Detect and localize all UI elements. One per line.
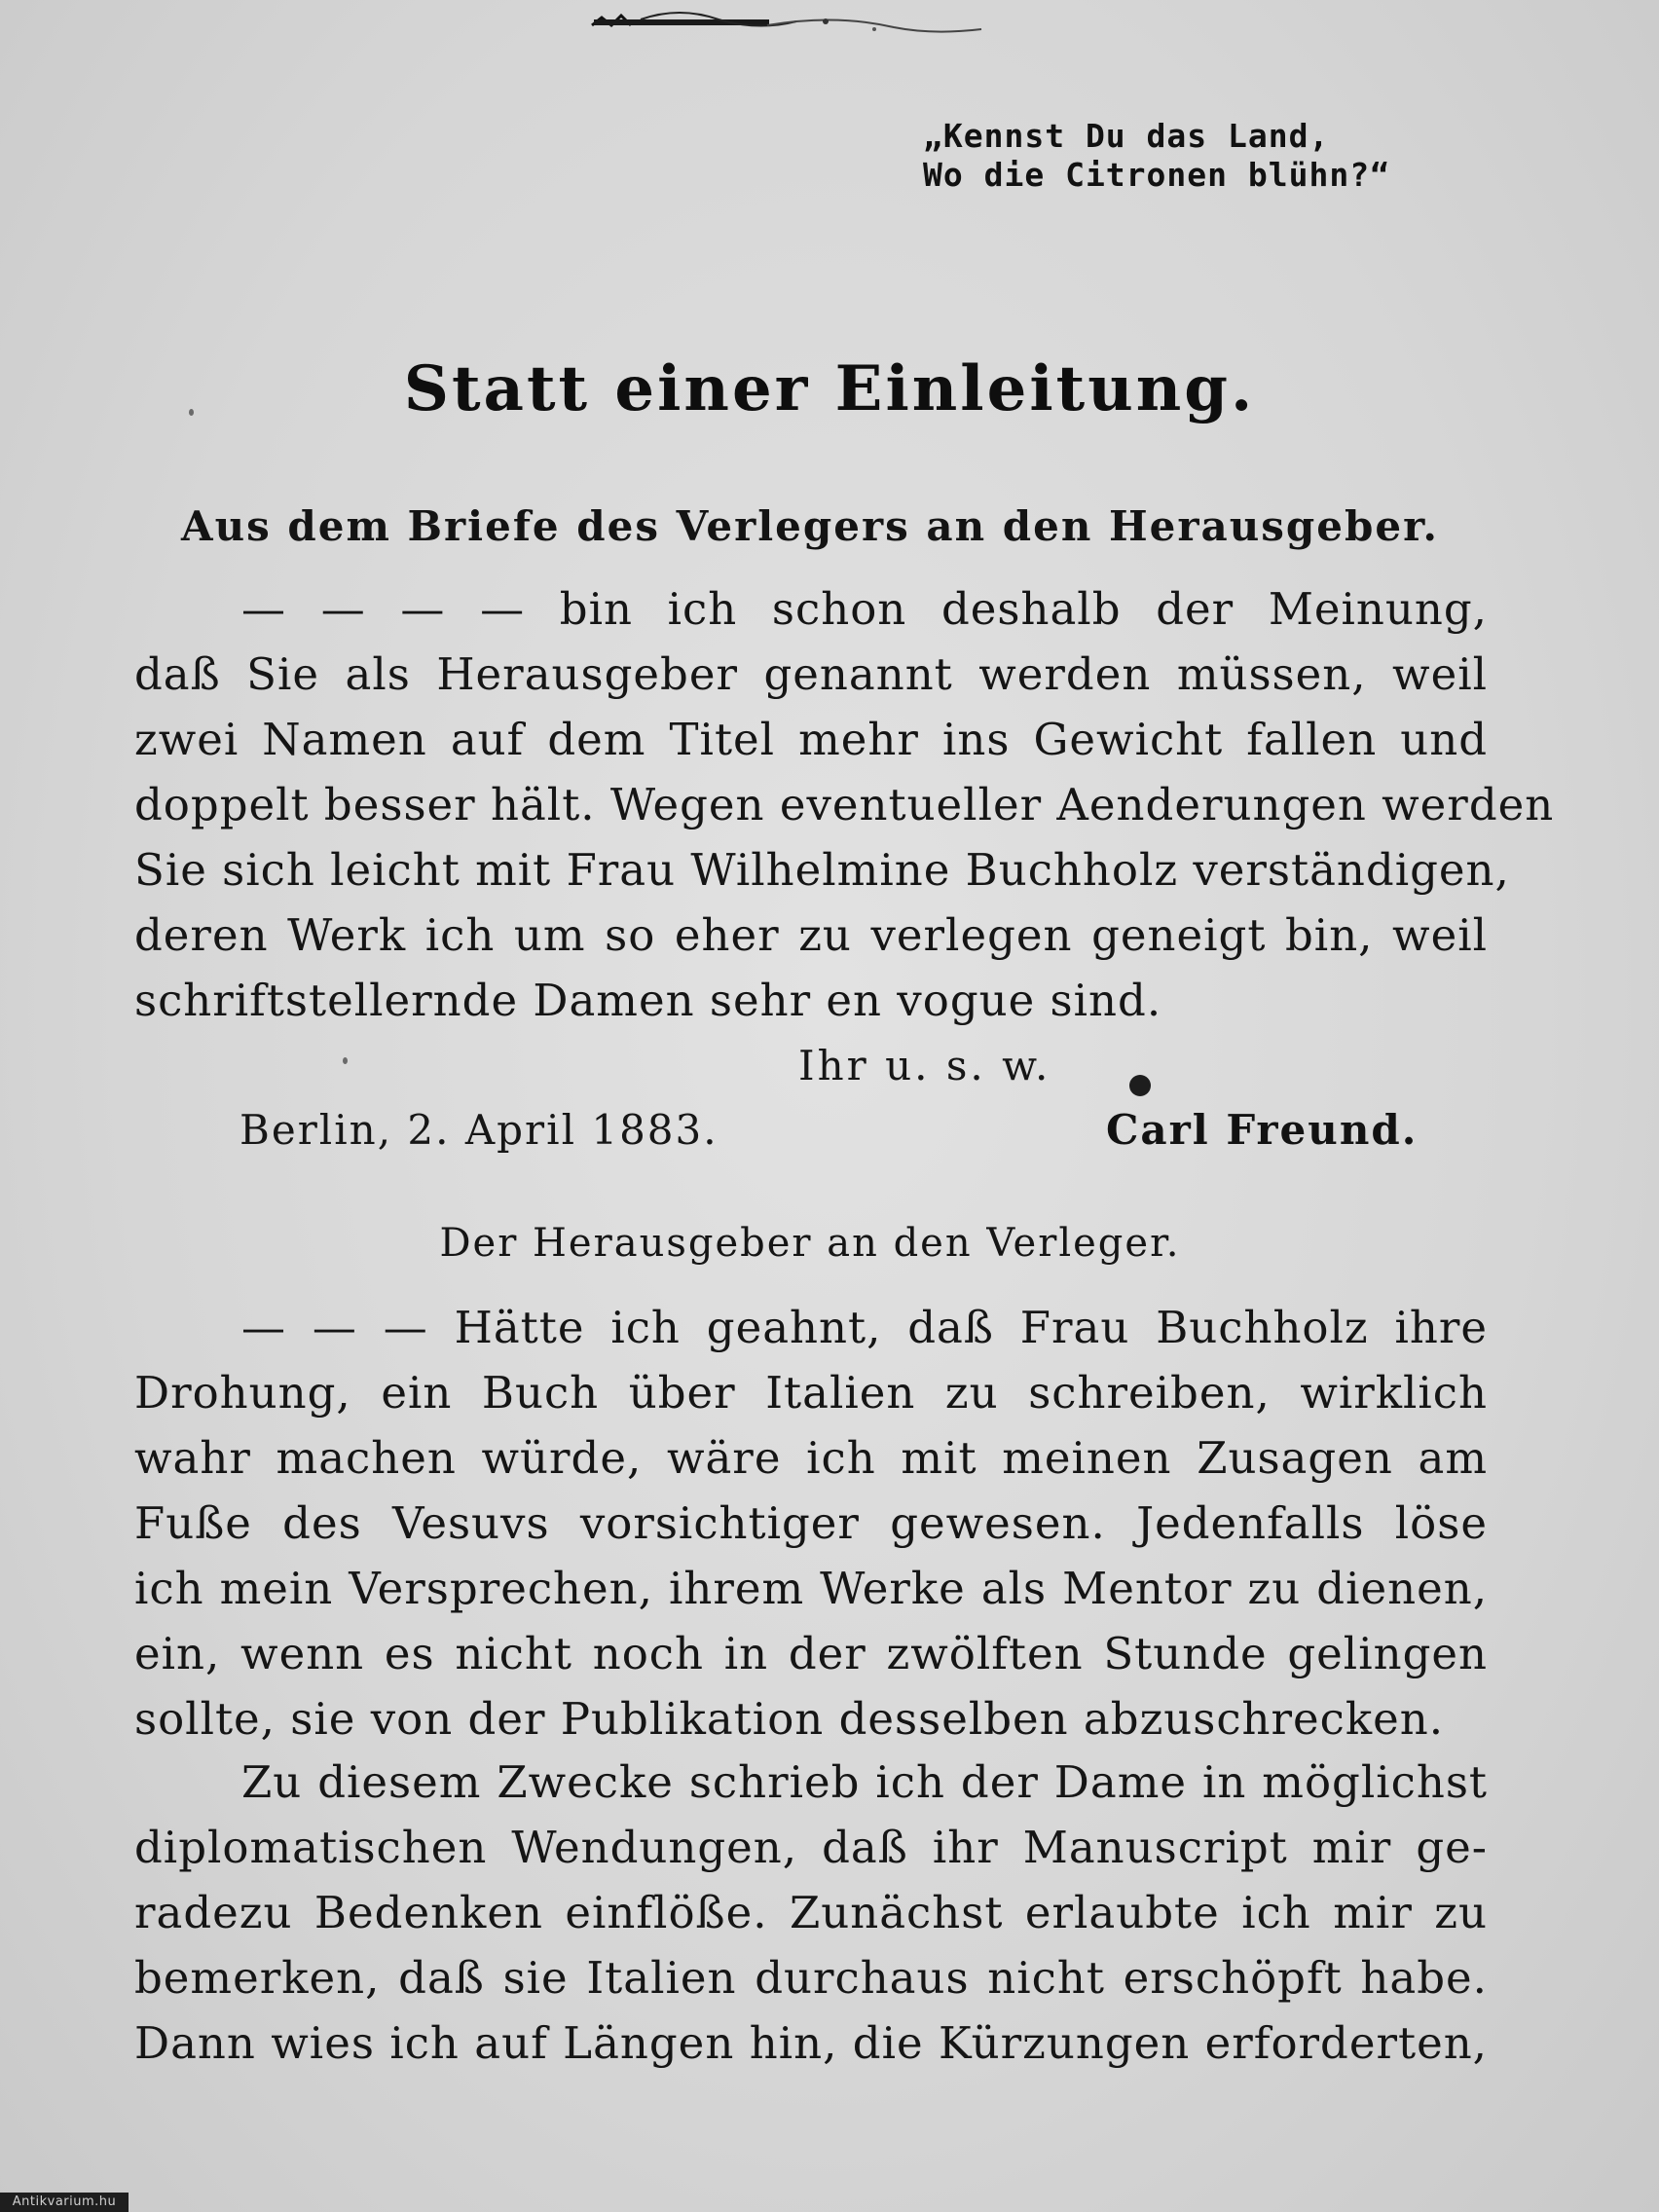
letter-signature: Carl Freund. [1106, 1106, 1419, 1154]
epigraph-line: „Kennst Du das Land, [923, 117, 1330, 155]
epigraph-line: Wo die Citronen blühn?“ [923, 156, 1390, 194]
text-line: diplomatischen Wendungen, daß ihr Manuscript mir ge- [134, 1822, 1488, 1873]
letter-closing: Ihr u. s. w. [798, 1042, 1051, 1089]
text-line: ein, wenn es nicht noch in der zwölften Stunde gelingen [134, 1628, 1488, 1679]
epigraph-quote [923, 117, 1468, 195]
text-line: daß Sie als Herausgeber genannt werden müssen, weil [134, 648, 1488, 700]
text-line: — — — Hätte ich geahnt, daß Frau Buchholz ihre [241, 1302, 1488, 1353]
text-line: Dann wies ich auf Längen hin, die Kürzungen erforderten, [134, 2017, 1488, 2069]
text-line: — — — — bin ich schon deshalb der Meinung, [241, 583, 1488, 635]
text-line: deren Werk ich um so eher zu verlegen geneigt bin, weil [134, 909, 1488, 961]
text-line: Zu diesem Zwecke schrieb ich der Dame in möglichst [241, 1756, 1488, 1808]
section-heading-editor: Der Herausgeber an den Verleger. [439, 1221, 1181, 1266]
paper-speck [189, 409, 194, 416]
text-line: sollte, sie von der Publikation desselben abzuschrecken. [134, 1693, 1445, 1745]
ink-blot [1129, 1075, 1151, 1096]
text-line: Sie sich leicht mit Frau Wilhelmine Buchholz verständigen, [134, 844, 1510, 896]
text-line: zwei Namen auf dem Titel mehr ins Gewicht fallen und [134, 714, 1488, 765]
page-title: Statt einer Einleitung. [403, 352, 1256, 425]
text-line: wahr machen würde, wäre ich mit meinen Zusagen am [134, 1432, 1488, 1484]
text-line: doppelt besser hält. Wegen eventueller Aenderungen werden [134, 779, 1555, 830]
text-line: schriftstellernde Damen sehr en vogue sind. [134, 975, 1162, 1026]
editor-letter-body [134, 1295, 1488, 1751]
text-line: ich mein Versprechen, ihrem Werke als Mentor zu dienen, [134, 1563, 1488, 1614]
paper-speck [343, 1057, 348, 1064]
publisher-letter-body [134, 576, 1555, 1033]
letter-dateline: Berlin, 2. April 1883. [240, 1106, 719, 1154]
text-line: Fuße des Vesuvs vorsichtiger gewesen. Jedenfalls löse [134, 1497, 1488, 1549]
source-watermark: Antikvarium.hu [0, 2193, 129, 2212]
text-line: Drohung, ein Buch über Italien zu schreiben, wirklich [134, 1367, 1488, 1419]
section-heading-publisher: Aus dem Briefe des Verlegers an den Herausgeber. [181, 502, 1439, 550]
editor-letter-paragraph-2 [134, 1750, 1488, 2076]
text-line: radezu Bedenken einflöße. Zunächst erlaubte ich mir zu [134, 1887, 1488, 1938]
text-line: bemerken, daß sie Italien durchaus nicht erschöpft habe. [134, 1952, 1488, 2004]
ornament-flourish [582, 6, 991, 45]
